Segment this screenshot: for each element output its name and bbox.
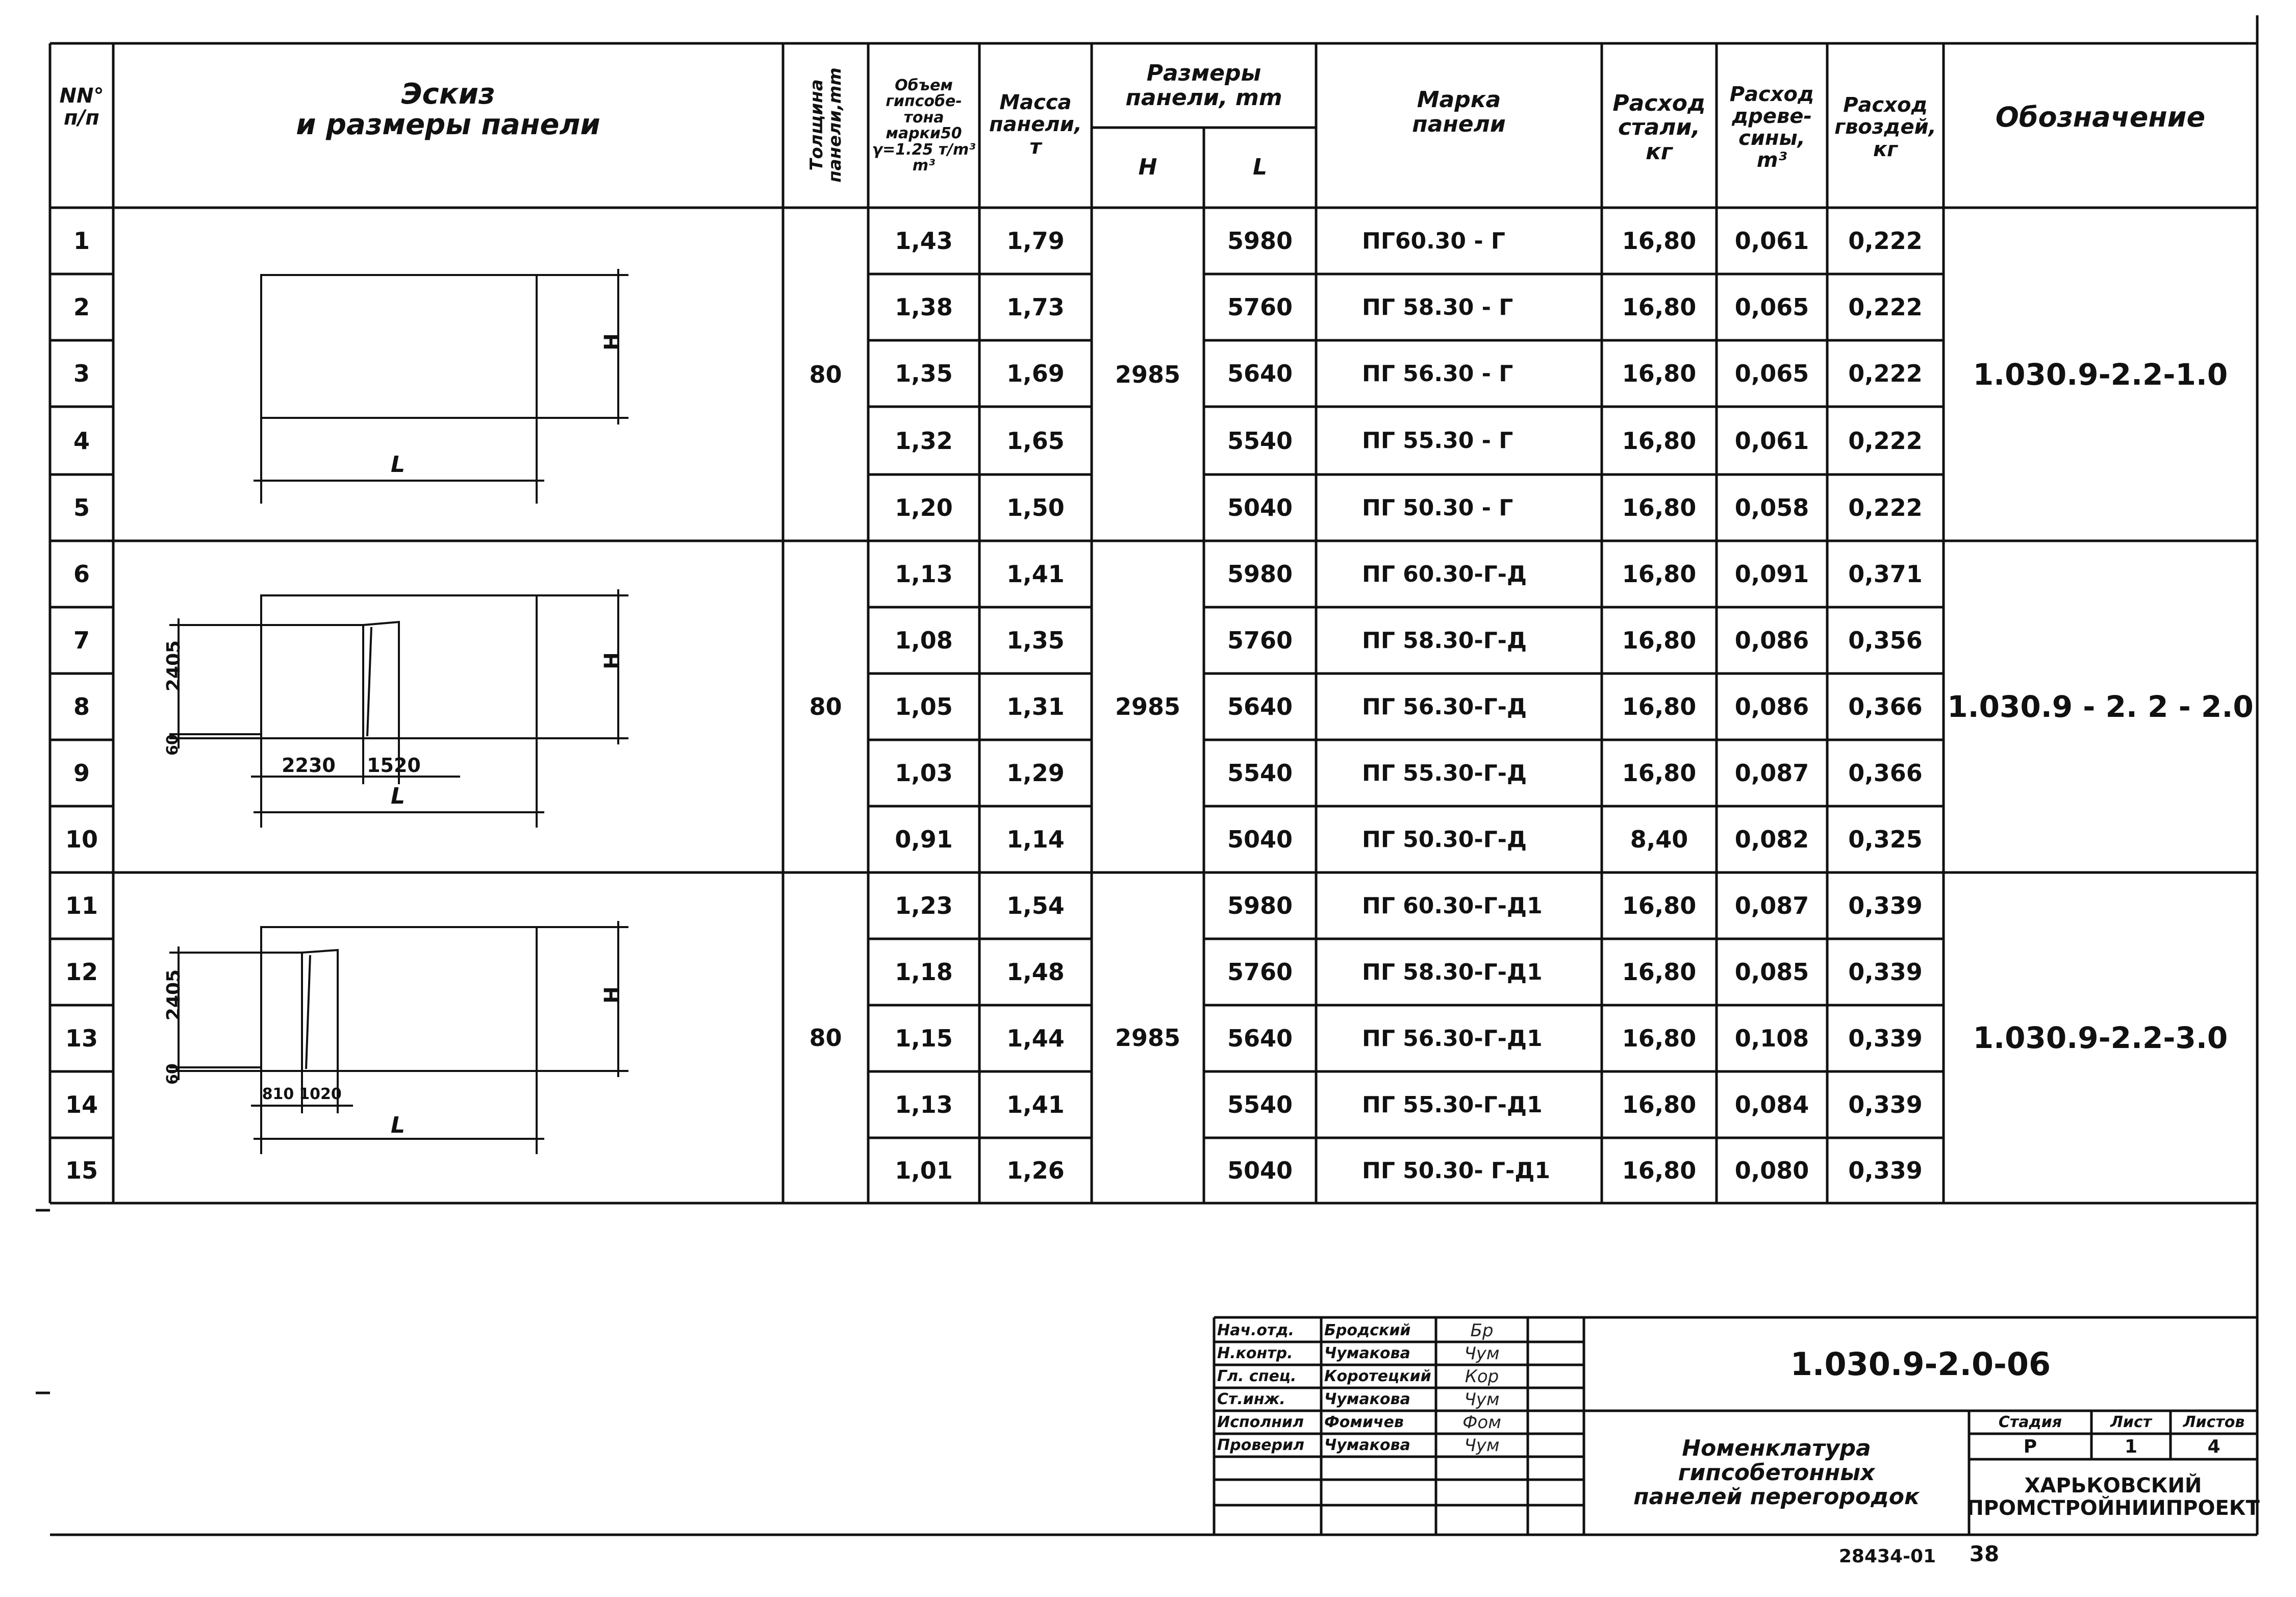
wood-cell: 0,086 [1734,627,1809,654]
stage-value: Р [2023,1436,2037,1457]
role-label: Гл. спец. [1217,1367,1297,1385]
volume-cell: 1,18 [895,958,953,986]
nails-cell: 0,222 [1848,494,1923,521]
length-cell: 5640 [1227,1025,1293,1052]
dim-label-door-height: 2405 [163,969,184,1021]
header-wood: Расход древе- сины, m³ [1729,82,1814,172]
mass-cell: 1,31 [1006,693,1065,720]
nails-cell: 0,339 [1848,1157,1923,1184]
dim-label-l: L [390,1112,406,1138]
header-volume: Объем гипсобе- тона марки50 γ=1.25 т/m³ m³ [872,76,976,174]
length-cell: 5640 [1227,360,1293,387]
height-cell: 2985 [1115,1024,1181,1052]
header-nails: Расход гвоздей, кг [1834,93,1936,161]
wood-cell: 0,082 [1734,826,1809,853]
document-code: 1.030.9-2.0-06 [1790,1345,2051,1383]
panel-mark-cell: ПГ 58.30 - Г [1362,294,1513,320]
row-number: 10 [65,826,98,853]
dim-label-l: L [390,783,406,809]
header-dims: Размеры панели, mm [1125,60,1282,111]
steel-cell: 16,80 [1622,494,1697,521]
sheet-label: Лист [2110,1413,2152,1431]
thickness-cell: 80 [809,360,842,388]
sheet-value: 1 [2124,1436,2138,1457]
wood-cell: 0,058 [1734,494,1809,521]
volume-cell: 1,05 [895,693,953,720]
wood-cell: 0,091 [1734,560,1809,588]
mass-cell: 1,65 [1006,427,1065,455]
nails-cell: 0,339 [1848,892,1923,919]
steel-cell: 16,80 [1622,627,1697,654]
nails-cell: 0,366 [1848,693,1923,720]
header-designation: Обозначение [1995,101,2206,133]
panel-mark-cell: ПГ 56.30 - Г [1362,360,1513,387]
panel-mark-cell: ПГ 56.30-Г-Д1 [1362,1025,1543,1052]
volume-cell: 1,01 [895,1157,953,1184]
person-name: Коротецкий [1324,1367,1431,1385]
mass-cell: 1,54 [1006,892,1065,919]
person-name: Чумакова [1324,1436,1410,1454]
panel-mark-cell: ПГ 60.30-Г-Д1 [1362,892,1543,919]
length-cell: 5980 [1227,560,1293,588]
page-number: 38 [1969,1541,2000,1566]
wood-cell: 0,087 [1734,892,1809,919]
inventory-number: 28434-01 [1838,1545,1936,1567]
dim-label-l: L [390,451,406,478]
row-number: 11 [65,892,98,919]
length-cell: 5540 [1227,427,1293,455]
mass-cell: 1,44 [1006,1025,1065,1052]
steel-cell: 16,80 [1622,958,1697,986]
panel-mark-cell: ПГ 58.30-Г-Д [1362,627,1527,654]
row-number: 9 [73,759,90,787]
panel-mark-cell: ПГ 55.30 - Г [1362,428,1513,454]
mass-cell: 1,79 [1006,227,1065,255]
dim-label-base: 60 [163,1063,182,1085]
length-cell: 5980 [1227,892,1293,919]
length-cell: 5760 [1227,958,1293,986]
wood-cell: 0,065 [1734,293,1809,321]
steel-cell: 16,80 [1622,1091,1697,1118]
dim-label-h: H [600,652,624,669]
row-number: 6 [73,560,90,588]
role-label: Н.контр. [1217,1344,1293,1362]
thickness-cell: 80 [809,1024,842,1052]
wood-cell: 0,080 [1734,1157,1809,1184]
steel-cell: 16,80 [1622,560,1697,588]
header-nn: NN° п/п [59,84,104,130]
nails-cell: 0,339 [1848,1025,1923,1052]
steel-cell: 16,80 [1622,427,1697,455]
header-dim-l: L [1252,154,1268,181]
panel-mark-cell: ПГ 50.30 - Г [1362,494,1513,521]
header-sketch: Эскиз и размеры панели [296,77,600,141]
wood-cell: 0,108 [1734,1025,1809,1052]
wood-cell: 0,061 [1734,427,1809,455]
length-cell: 5040 [1227,826,1293,853]
volume-cell: 1,32 [895,427,953,455]
row-number: 7 [73,627,90,654]
volume-cell: 0,91 [895,826,953,853]
nails-cell: 0,371 [1848,560,1923,588]
panel-mark-cell: ПГ 55.30-Г-Д1 [1362,1091,1543,1118]
dim-label-left-offset: 2230 [282,754,336,777]
document-title: Номенклатура гипсобетонных панелей перегородок [1633,1435,1920,1510]
height-cell: 2985 [1115,360,1181,388]
nails-cell: 0,356 [1848,627,1923,654]
volume-cell: 1,03 [895,759,953,787]
length-cell: 5040 [1227,494,1293,521]
nails-cell: 0,325 [1848,826,1923,853]
steel-cell: 16,80 [1622,1025,1697,1052]
header-mark: Марка панели [1412,87,1506,137]
role-label: Нач.отд. [1217,1321,1294,1339]
steel-cell: 16,80 [1622,759,1697,787]
volume-cell: 1,23 [895,892,953,919]
person-name: Фомичев [1324,1413,1404,1431]
person-name: Чумакова [1324,1390,1410,1408]
nails-cell: 0,222 [1848,360,1923,387]
volume-cell: 1,38 [895,293,953,321]
dim-label-left-offset: 810 [262,1085,294,1103]
volume-cell: 1,13 [895,560,953,588]
signature: Бр [1470,1320,1494,1341]
signature: Чум [1464,1389,1500,1410]
wood-cell: 0,061 [1734,227,1809,255]
mass-cell: 1,14 [1006,826,1065,853]
length-cell: 5980 [1227,227,1293,255]
panel-mark-cell: ПГ 55.30-Г-Д [1362,760,1527,786]
sketch-plain-panel [254,269,628,504]
steel-cell: 16,80 [1622,892,1697,919]
volume-cell: 1,15 [895,1025,953,1052]
thickness-cell: 80 [809,693,842,720]
mass-cell: 1,35 [1006,627,1065,654]
header-dim-h: H [1138,154,1157,181]
steel-cell: 16,80 [1622,1157,1697,1184]
steel-cell: 16,80 [1622,293,1697,321]
wood-cell: 0,086 [1734,693,1809,720]
nails-cell: 0,366 [1848,759,1923,787]
length-cell: 5760 [1227,293,1293,321]
row-number: 15 [65,1157,98,1184]
person-name: Бродский [1324,1321,1411,1339]
nails-cell: 0,222 [1848,427,1923,455]
role-label: Проверил [1217,1436,1304,1454]
length-cell: 5760 [1227,627,1293,654]
row-number: 12 [65,958,98,986]
sheets-label: Листов [2183,1413,2245,1431]
role-label: Ст.инж. [1217,1390,1285,1408]
signature: Кор [1465,1366,1499,1387]
nails-cell: 0,339 [1848,1091,1923,1118]
row-number: 2 [73,293,90,321]
wood-cell: 0,087 [1734,759,1809,787]
length-cell: 5640 [1227,693,1293,720]
length-cell: 5540 [1227,759,1293,787]
panel-mark-cell: ПГ 56.30-Г-Д [1362,693,1527,720]
mass-cell: 1,29 [1006,759,1065,787]
panel-mark-cell: ПГ60.30 - Г [1362,228,1505,254]
dim-label-door-width: 1020 [299,1085,342,1103]
role-label: Исполнил [1217,1413,1304,1431]
panel-sketches [113,208,783,1203]
steel-cell: 16,80 [1622,360,1697,387]
header-mass: Масса панели, т [989,91,1082,159]
row-number: 8 [73,693,90,720]
length-cell: 5040 [1227,1157,1293,1184]
volume-cell: 1,20 [895,494,953,521]
designation-cell: 1.030.9-2.2-3.0 [1973,1020,2228,1055]
mass-cell: 1,48 [1006,958,1065,986]
organization-name: ХАРЬКОВСКИЙ ПРОМСТРОЙНИИПРОЕКТ [1966,1474,2260,1520]
nails-cell: 0,339 [1848,958,1923,986]
person-name: Чумакова [1324,1344,1410,1362]
wood-cell: 0,084 [1734,1091,1809,1118]
signature: Чум [1464,1343,1500,1364]
steel-cell: 8,40 [1630,826,1688,853]
nails-cell: 0,222 [1848,293,1923,321]
row-number: 1 [73,227,90,255]
panel-mark-cell: ПГ 58.30-Г-Д1 [1362,959,1543,985]
panel-mark-cell: ПГ 50.30-Г-Д [1362,826,1527,853]
mass-cell: 1,73 [1006,293,1065,321]
dim-label-h: H [600,333,624,351]
nails-cell: 0,222 [1848,227,1923,255]
designation-cell: 1.030.9 - 2. 2 - 2.0 [1947,689,2254,724]
signature: Фом [1462,1412,1501,1433]
dim-label-h: H [600,986,624,1004]
header-thickness: Толщина панели,mm [806,67,845,183]
dim-label-door-width: 1520 [367,754,421,777]
mass-cell: 1,41 [1006,560,1065,588]
designation-cell: 1.030.9-2.2-1.0 [1973,357,2228,392]
steel-cell: 16,80 [1622,693,1697,720]
sheets-value: 4 [2207,1436,2221,1457]
panel-mark-cell: ПГ 50.30- Г-Д1 [1362,1157,1551,1184]
volume-cell: 1,13 [895,1091,953,1118]
wood-cell: 0,085 [1734,958,1809,986]
signature: Чум [1464,1435,1500,1456]
dim-label-base: 60 [163,734,182,756]
length-cell: 5540 [1227,1091,1293,1118]
mass-cell: 1,69 [1006,360,1065,387]
panel-mark-cell: ПГ 60.30-Г-Д [1362,561,1527,587]
row-number: 14 [65,1091,98,1118]
volume-cell: 1,35 [895,360,953,387]
steel-cell: 16,80 [1622,227,1697,255]
dim-label-door-height: 2405 [163,640,184,692]
volume-cell: 1,08 [895,627,953,654]
mass-cell: 1,26 [1006,1157,1065,1184]
row-number: 5 [73,494,90,521]
volume-cell: 1,43 [895,227,953,255]
mass-cell: 1,41 [1006,1091,1065,1118]
row-number: 13 [65,1025,98,1052]
row-number: 3 [73,360,90,387]
height-cell: 2985 [1115,693,1181,720]
wood-cell: 0,065 [1734,360,1809,387]
row-number: 4 [73,427,90,455]
stage-label: Стадия [1998,1413,2062,1431]
mass-cell: 1,50 [1006,494,1065,521]
header-steel: Расход стали, кг [1612,90,1706,165]
